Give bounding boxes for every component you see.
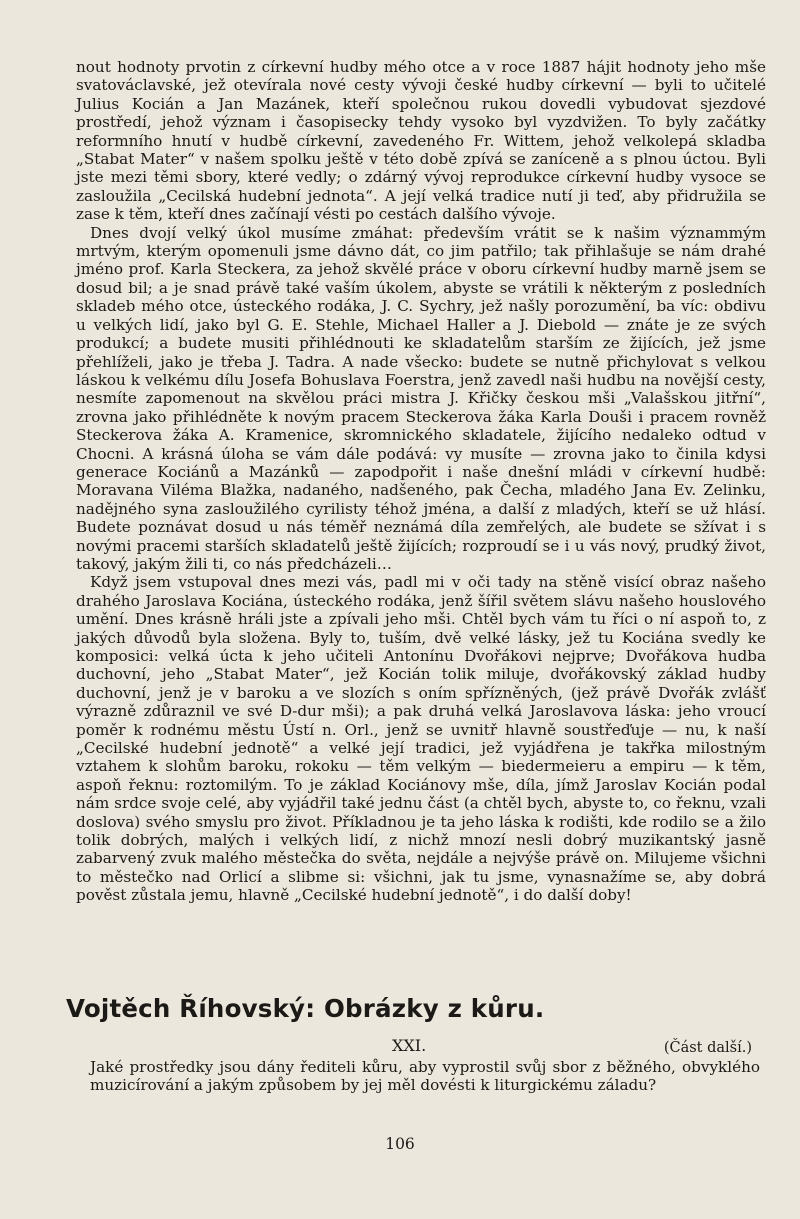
paragraph-3: Když jsem vstupoval dnes mezi vás, padl mi v oči tady na stěně visící obraz našeho drahého Jaroslava Kociána, ústeckého rodáka, jenž šířil světem slávu našeho houslového umění. Dnes krásně hráli jste a zpívali jeho mši. Chtěl bych vám tu říci o ní aspoň to, z jakých důvodů byla složena. Byly to, tuším, dvě velké lásky, jež tu Kociána svedly ke komposici: velká úcta k jeho učiteli Antonínu Dvořákovi nejprve; Dvořákova hudba duchovní, jeho „Stabat Mater“, jež Kocián tolik miluje, dvořákovský základ hudby duchovní, jenž je v baroku a ve slozích s oním spřízněných, (jež právě Dvořák zvlášť výrazně zdůraznil ve své D-dur mši); a pak druhá velká Jaroslavova láska: jeho vroucí poměr k rodnému městu Ústí n. Orl., jenž se uvnitř hlavně soustřeďuje — nu, k naší „Cecilské hudební jednotě“ a velké její tradici, jež vyjádřena je takřka milostným vztahem k slohům baroku, rokoku — těm velkým — biedermeieru a empiru — k těm, aspoň řeknu: roztomilým. To je základ Kociánovy mše, díla, jímž Jaroslav Kocián podal nám srdce svoje celé, aby vyjádřil také jednu část (a chtěl bych, abyste to, co řeknu, vzali doslova) svého smyslu pro život. Příkladnou je ta jeho láska k rodišti, kde rodilo se a žilo tolik dobrých, malých i velkých lidí, z nichž mnozí nesli dobrý muzikantský jasně zabarvený zvuk malého městečka do světa, nejdále a nejvýše právě on. Milujeme všichni to městečko nad Orlicí a slibme si: všichni, jak tu jsme, vynasnažíme se, aby dobrá pověst zůstala jemu, hlavně „Cecilské hudební jednotě“, i do další doby! [76,573,766,905]
paragraph-1: nout hodnoty prvotin z církevní hudby mého otce a v roce 1887 hájit hodnoty jeho mše svatováclavské, jež otevírala nové cesty vývoji české hudby církevní — byli to učitelé Julius Kocián a Jan Mazánek, kteří společnou rukou dovedli vybudovat sjezdové prostředí, jehož význam i časopisecky tehdy vysoko byl vyzdvižen. To byly začátky reformního hnutí v hudbě církevní, zavedeného Fr. Wittem, jehož velkolepá skladba „Stabat Mater“ v našem spolku ještě v této době zpívá se zaníceně a s plnou úctou. Byli jste mezi těmi sbory, které vedly; o zdárný vývoj reprodukce církevní hudby vysoce se zasloužila „Cecilská hudební jednota“. A její velká tradice nutí ji teď, aby přidružila se zase k těm, kteří dnes začínají vésti po cestách dalšího vývoje. [76,58,766,224]
question-text [90,1058,760,1095]
article-title: Vojtěch Říhovský: Obrázky z kůru. [66,994,545,1023]
page-number: 106 [385,1135,415,1153]
chapter-number: XXI. [392,1036,427,1055]
question-paragraph: Jaké prostředky jsou dány řediteli kůru, aby vyprostil svůj sbor z běžného, obvyklého muzicírování a jakým způsobem by jej měl dovésti k liturgickému záladu? [90,1058,760,1095]
continuation-note: (Část další.) [663,1040,752,1056]
body-text [76,58,766,905]
paragraph-2: Dnes dvojí velký úkol musíme zmáhat: především vrátit se k našim význammým mrtvým, kterým opomenuli jsme dávno dát, co jim patřilo; tak přihlašuje se nám drahé jméno prof. Karla Steckera, za jehož skvělé práce v oboru církevní hudby marně jsem se dosud bil; a je snad právě také vaším úkolem, abyste se vrátili k některým z posledních skladeb mého otce, ústeckého rodáka, J. C. Sychry, jež našly porozumění, ba víc: obdivu u velkých lidí, jako byl G. E. Stehle, Michael Haller a J. Diebold — znáte je ze svých produkcí; a budete musiti přihlédnouti ke skladatelům starším ze žijících, jež jsme přehlíželi, jako je třeba J. Tadra. A nade všecko: budete se nutně přichylovat s velkou láskou k velkému dílu Josefa Bohuslava Foerstra, jenž zavedl naši hudbu na novější cesty, nesmíte zapomenout na skvělou práci mistra J. Křičky českou mši „Valašskou jitřní“, zrovna jako přihlédněte k novým pracem Steckerova žáka Karla Douši i pracem rovněž Steckerova žáka A. Kramenice, skromnického skladatele, žijícího nedaleko odtud v Chocni. A krásná úloha se vám dále podává: vy musíte — zrovna jako to činila kdysi generace Kociánů a Mazánků — zapodpořit i naše dnešní mládi v církevní hudbě: Moravana Viléma Blažka, nadaného, nadšeného, pak Čecha, mladého Jana Ev. Zelinku, nadějného syna zasloužilého cyrilisty téhož jména, a další z mladých, kteří se už hlásí. Budete poznávat dosud u nás téměř neznámá díla zemřelých, ale budete se sžívat i s novými pracemi starších skladatelů ještě žijících; rozproudí se i u vás nový, prudký život, takový, jakým žili ti, co nás předcházeli… [76,223,766,573]
